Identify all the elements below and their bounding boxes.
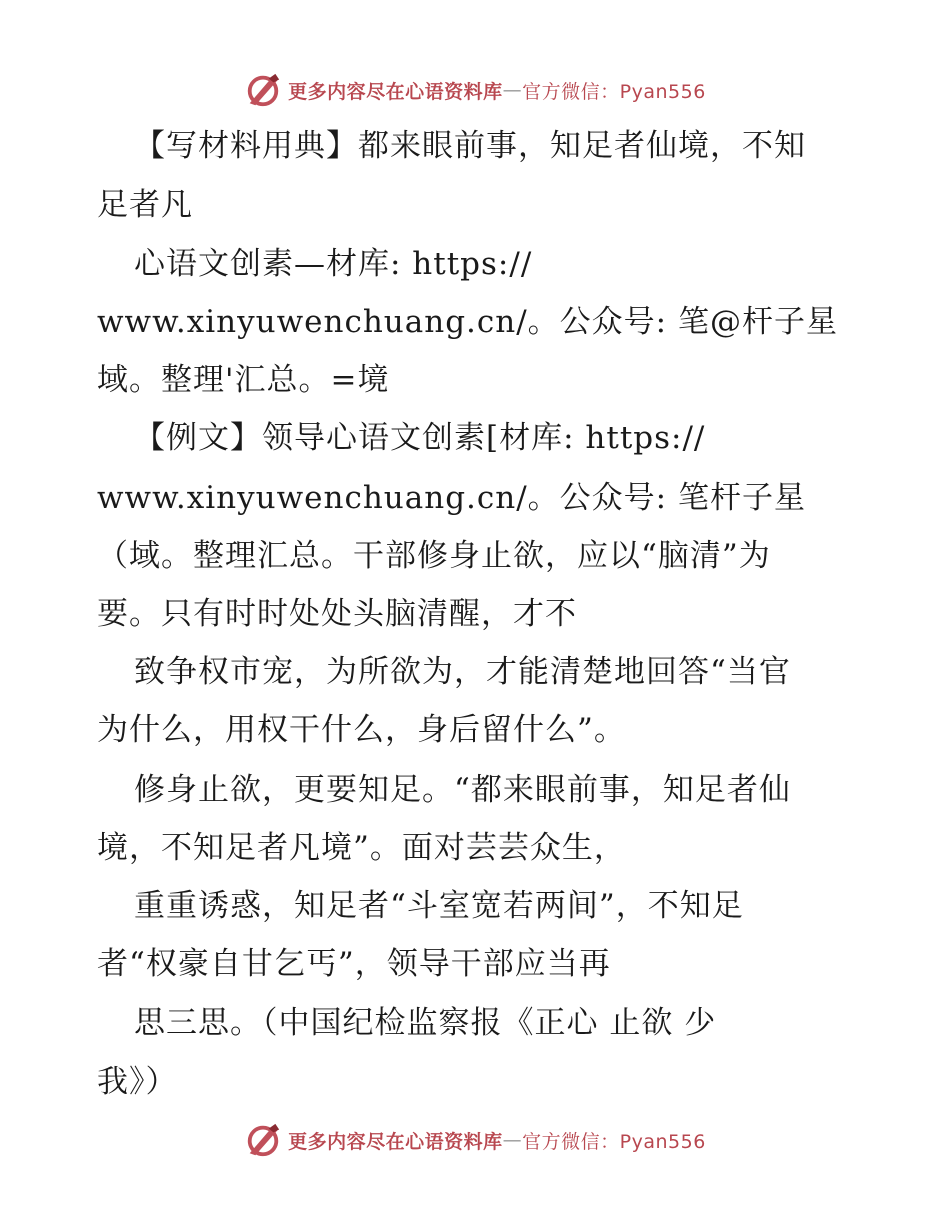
text-line: 为什么，用权干什么，身后留什么”。 bbox=[97, 712, 626, 748]
text-line: 【例文】领导心语文创素[材库: https:// bbox=[134, 420, 706, 456]
text-line: 思三思。（中国纪检监察报《正心 止欲 少 bbox=[134, 1005, 717, 1041]
watermark-main-text: 更多内容尽在心语资料库 bbox=[288, 80, 503, 103]
text-line: 要。只有时时处处头脑清醒，才不 bbox=[97, 596, 577, 632]
watermark-wechat: 官方微信：Pyan556 bbox=[522, 1130, 706, 1153]
text-line: www.xinyuwenchuang.cn/。公众号: 笔@杆子星 bbox=[97, 304, 838, 340]
watermark-main-text: 更多内容尽在心语资料库 bbox=[288, 1130, 503, 1153]
text-line: 修身止欲，更要知足。“都来眼前事，知足者仙 bbox=[134, 772, 791, 808]
text-line: 我》） bbox=[97, 1064, 178, 1100]
text-line: 重重诱惑，知足者“斗室宽若两间”，不知足 bbox=[134, 888, 744, 924]
text-line: 心语文创素—材库: https:// bbox=[134, 246, 533, 282]
text-line: （域。整理汇总。干部修身止欲，应以“脑清”为 bbox=[97, 538, 771, 574]
watermark-wechat: 官方微信：Pyan556 bbox=[522, 80, 706, 103]
text-line: 足者凡 bbox=[97, 187, 193, 223]
text-line: 境，不知足者凡境”。面对芸芸众生， bbox=[97, 830, 626, 866]
watermark-footer bbox=[0, 1120, 950, 1160]
watermark-separator: — bbox=[502, 79, 523, 101]
text-line: 域。整理'汇总。=境 bbox=[97, 362, 390, 398]
text-line: www.xinyuwenchuang.cn/。公众号: 笔杆子星 bbox=[97, 480, 806, 516]
watermark-separator: — bbox=[502, 1129, 523, 1151]
text-line: 者“权豪自甘乞丐”，领导干部应当再 bbox=[97, 946, 611, 982]
text-line: 【写材料用典】都来眼前事，知足者仙境，不知 bbox=[134, 128, 806, 164]
text-line: 致争权市宠，为所欲为，才能清楚地回答“当官 bbox=[134, 654, 791, 690]
pen-logo-icon bbox=[244, 1121, 282, 1159]
